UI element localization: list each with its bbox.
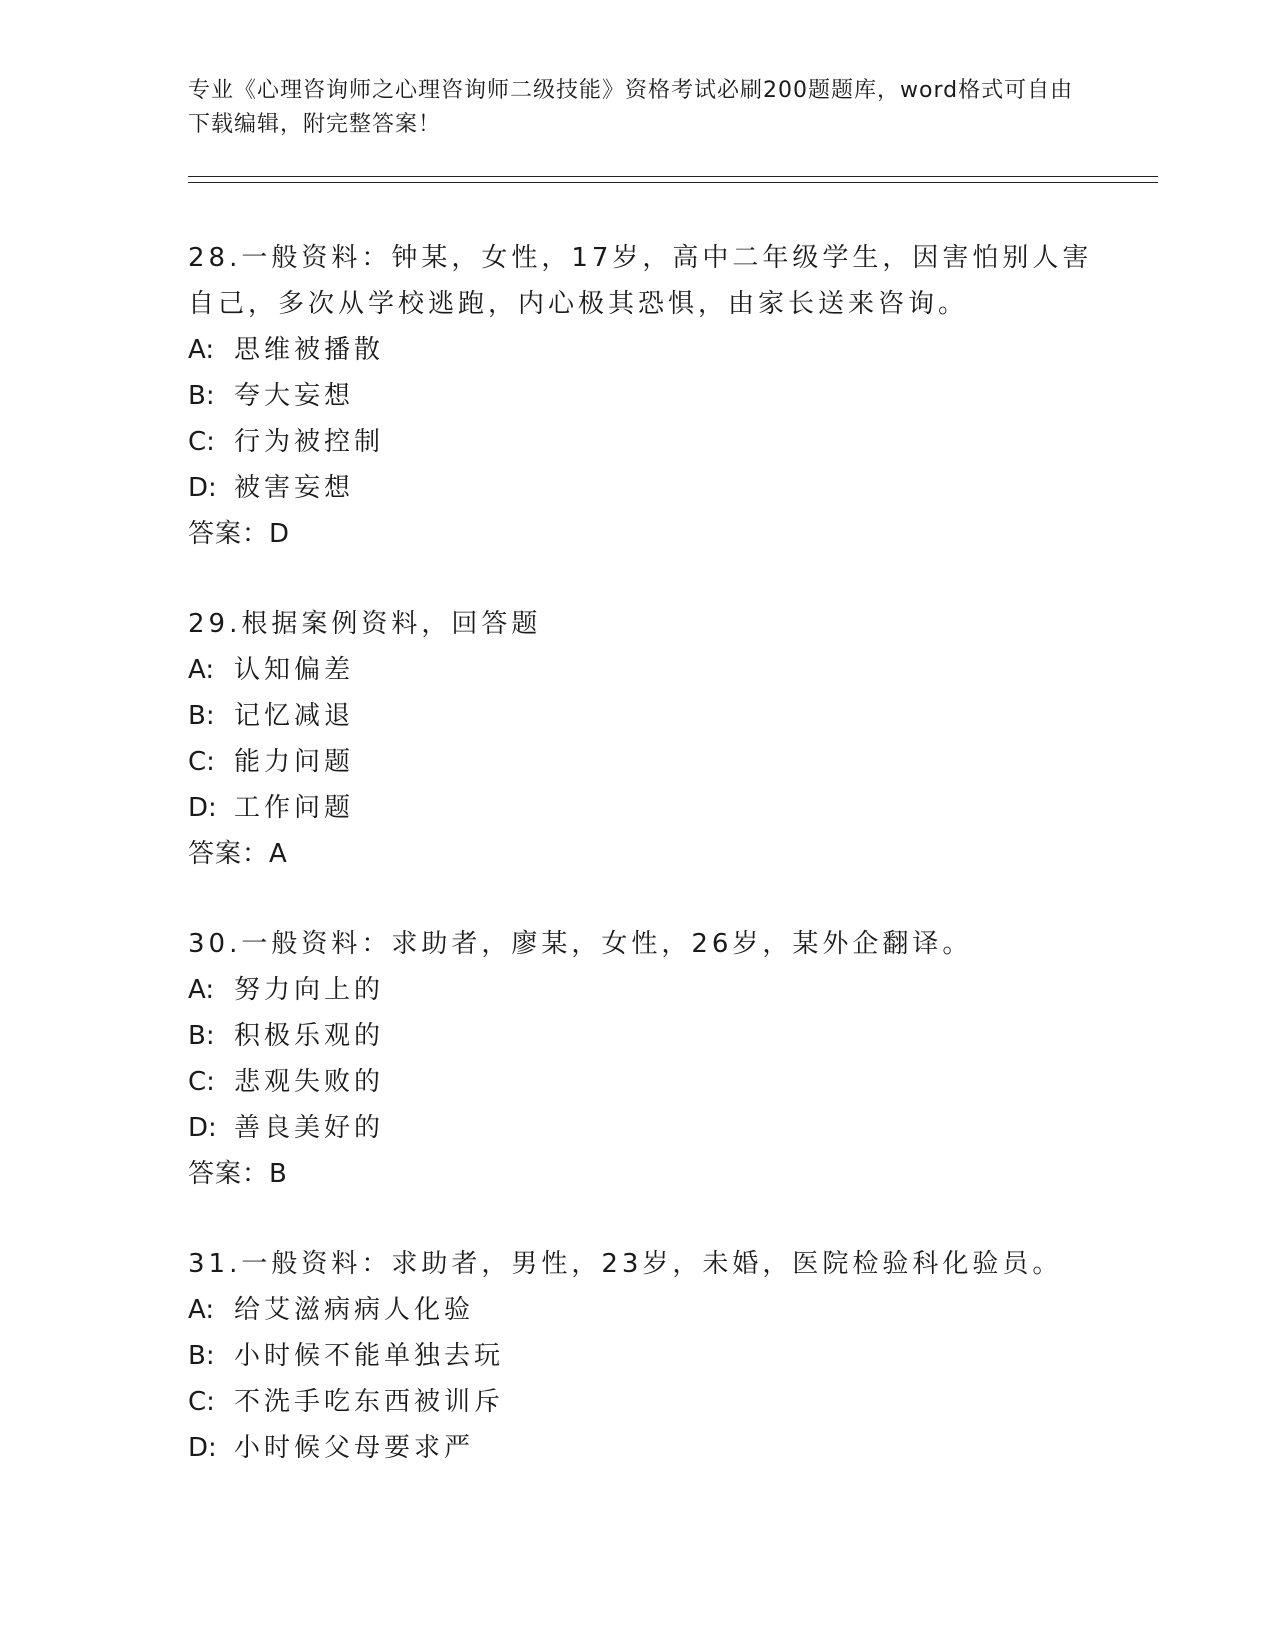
question-30 bbox=[188, 921, 1108, 1197]
option-c bbox=[188, 419, 1108, 465]
question-stem: 30.一般资料：求助者，廖某，女性，26岁，某外企翻译。 bbox=[188, 929, 973, 959]
option-key: D: bbox=[188, 1433, 217, 1463]
option-text: 能力问题 bbox=[234, 747, 355, 777]
option-text: 悲观失败的 bbox=[234, 1067, 385, 1097]
option-key: D: bbox=[188, 793, 217, 823]
option-key: B: bbox=[188, 701, 215, 731]
option-c bbox=[188, 1379, 1108, 1425]
option-key: C: bbox=[188, 747, 215, 777]
option-b bbox=[188, 1333, 1108, 1379]
option-text: 给艾滋病病人化验 bbox=[234, 1295, 475, 1325]
option-d bbox=[188, 1105, 1108, 1151]
option-text: 认知偏差 bbox=[234, 655, 355, 685]
option-a bbox=[188, 1287, 1108, 1333]
question-stem: 31.一般资料：求助者，男性，23岁，未婚，医院检验科化验员。 bbox=[188, 1249, 1063, 1279]
question-28 bbox=[188, 235, 1108, 557]
option-text: 积极乐观的 bbox=[234, 1021, 385, 1051]
question-31 bbox=[188, 1241, 1108, 1471]
option-text: 善良美好的 bbox=[234, 1113, 385, 1143]
option-key: C: bbox=[188, 427, 215, 457]
option-text: 小时候父母要求严 bbox=[234, 1433, 475, 1463]
question-list bbox=[188, 235, 1108, 1515]
option-text: 努力向上的 bbox=[234, 975, 385, 1005]
answer-line: 答案：D bbox=[188, 519, 291, 549]
option-b bbox=[188, 1013, 1108, 1059]
option-d bbox=[188, 465, 1108, 511]
option-d bbox=[188, 1425, 1108, 1471]
answer-line: 答案：A bbox=[188, 839, 288, 869]
option-text: 夸大妄想 bbox=[234, 381, 355, 411]
question-stem: 29.根据案例资料，回答题 bbox=[188, 609, 542, 639]
option-text: 小时候不能单独去玩 bbox=[234, 1341, 505, 1371]
option-key: A: bbox=[188, 655, 215, 685]
document-header: 专业《心理咨询师之心理咨询师二级技能》资格考试必刷200题题库，word格式可自由下载编辑，附完整答案！ bbox=[188, 78, 1074, 137]
option-b bbox=[188, 693, 1108, 739]
option-text: 工作问题 bbox=[234, 793, 355, 823]
option-key: A: bbox=[188, 335, 215, 365]
option-key: A: bbox=[188, 975, 215, 1005]
option-key: B: bbox=[188, 1341, 215, 1371]
option-b bbox=[188, 373, 1108, 419]
option-c bbox=[188, 739, 1108, 785]
option-c bbox=[188, 1059, 1108, 1105]
option-key: A: bbox=[188, 1295, 215, 1325]
option-key: D: bbox=[188, 1113, 217, 1143]
option-key: B: bbox=[188, 381, 215, 411]
option-text: 记忆减退 bbox=[234, 701, 355, 731]
question-stem: 28.一般资料：钟某，女性，17岁，高中二年级学生，因害怕别人害自己，多次从学校逃跑，内心极其恐惧，由家长送来咨询。 bbox=[188, 243, 1093, 319]
option-key: C: bbox=[188, 1387, 215, 1417]
option-a bbox=[188, 327, 1108, 373]
option-d bbox=[188, 785, 1108, 831]
option-text: 思维被播散 bbox=[234, 335, 385, 365]
question-29 bbox=[188, 601, 1108, 877]
option-a bbox=[188, 967, 1108, 1013]
answer-line: 答案：B bbox=[188, 1159, 288, 1189]
option-key: D: bbox=[188, 473, 217, 503]
option-text: 被害妄想 bbox=[234, 473, 355, 503]
option-text: 行为被控制 bbox=[234, 427, 385, 457]
option-key: B: bbox=[188, 1021, 215, 1051]
option-text: 不洗手吃东西被训斥 bbox=[234, 1387, 505, 1417]
option-key: C: bbox=[188, 1067, 215, 1097]
header-divider bbox=[188, 176, 1158, 183]
option-a bbox=[188, 647, 1108, 693]
